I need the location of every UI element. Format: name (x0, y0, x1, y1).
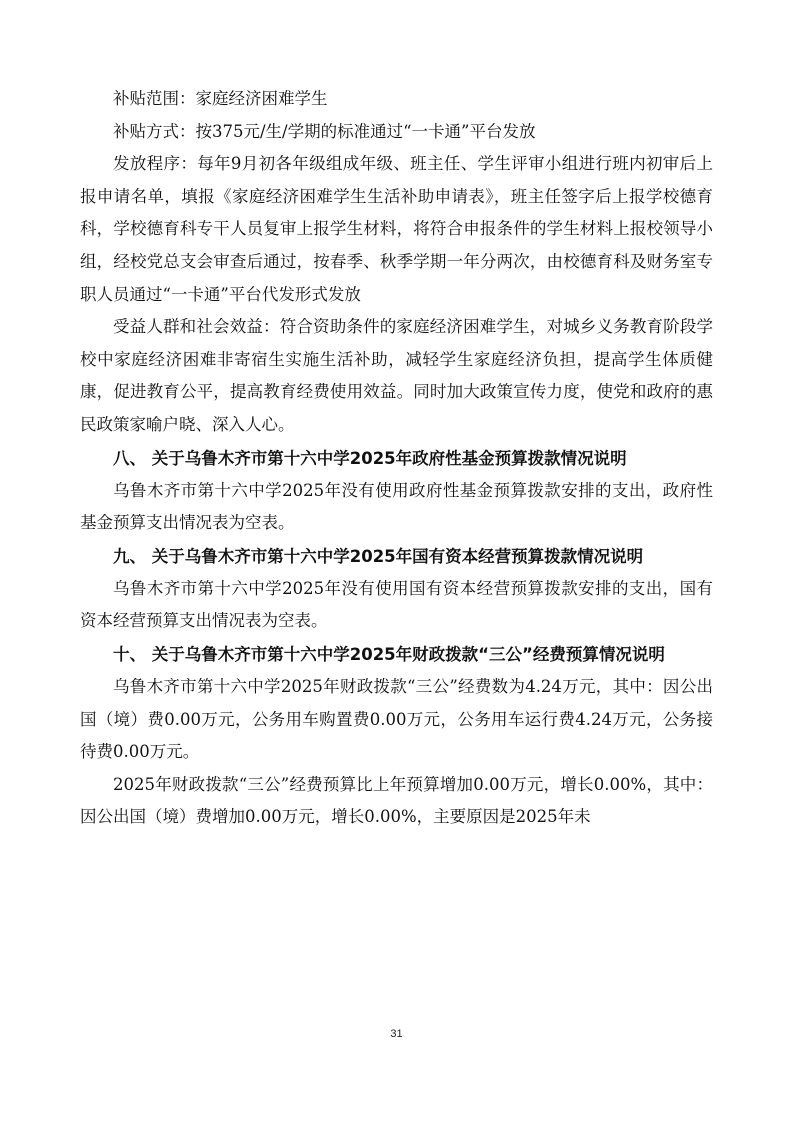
paragraph-three-public-change: 2025年财政拨款“三公”经费预算比上年预算增加0.00万元，增长0.00%，其中：因公出国（境）费增加0.00万元，增长0.00%，主要原因是2025年未 (80, 774, 713, 827)
page-number: 31 (390, 1028, 403, 1040)
paragraph-beneficiaries: 受益人群和社会效益：符合资助条件的家庭经济困难学生，对城乡义务教育阶段学校中家庭经济困难非寄宿生实施生活补助，减轻学生家庭经济负担，提高学生体质健康，促进教育公平，提高教育经费使用效益。同时加大政策宣传力度，使党和政府的惠民政策家喻户晓、深入人心。 (80, 317, 713, 434)
section-heading-8: 八、 关于乌鲁木齐市第十六中学2025年政府性基金预算拨款情况说明 (113, 448, 627, 468)
document-page (80, 83, 713, 834)
paragraph-state-capital: 乌鲁木齐市第十六中学2025年没有使用国有资本经营预算拨款安排的支出，国有资本经营预算支出情况表为空表。 (80, 578, 713, 631)
paragraph-three-public-amount: 乌鲁木齐市第十六中学2025年财政拨款“三公”经费数为4.24万元，其中：因公出国（境）费0.00万元，公务用车购置费0.00万元，公务用车运行费4.24万元，公务接待费0.00万元。 (80, 676, 713, 762)
paragraph-government-fund: 乌鲁木齐市第十六中学2025年没有使用政府性基金预算拨款安排的支出，政府性基金预算支出情况表为空表。 (80, 480, 713, 533)
paragraph-subsidy-method: 补贴方式：按375元/生/学期的标准通过“一卡通”平台发放 (113, 121, 536, 141)
paragraph-subsidy-scope: 补贴范围：家庭经济困难学生 (113, 89, 328, 108)
section-heading-9: 九、 关于乌鲁木齐市第十六中学2025年国有资本经营预算拨款情况说明 (113, 546, 644, 566)
section-heading-10: 十、 关于乌鲁木齐市第十六中学2025年财政拨款“三公”经费预算情况说明 (113, 644, 665, 664)
paragraph-distribution-procedure: 发放程序：每年9月初各年级组成年级、班主任、学生评审小组进行班内初审后上报申请名单，填报《家庭经济困难学生生活补助申请表》，班主任签字后上报学校德育科，学校德育科专干人员复审上报学生材料，将符合申报条件的学生材料上报校领导小组，经校党总支会审查后通过，按春季、秋季学期一年分两次，由校德育科及财务室专职人员通过“一卡通”平台代发形式发放 (80, 154, 713, 304)
